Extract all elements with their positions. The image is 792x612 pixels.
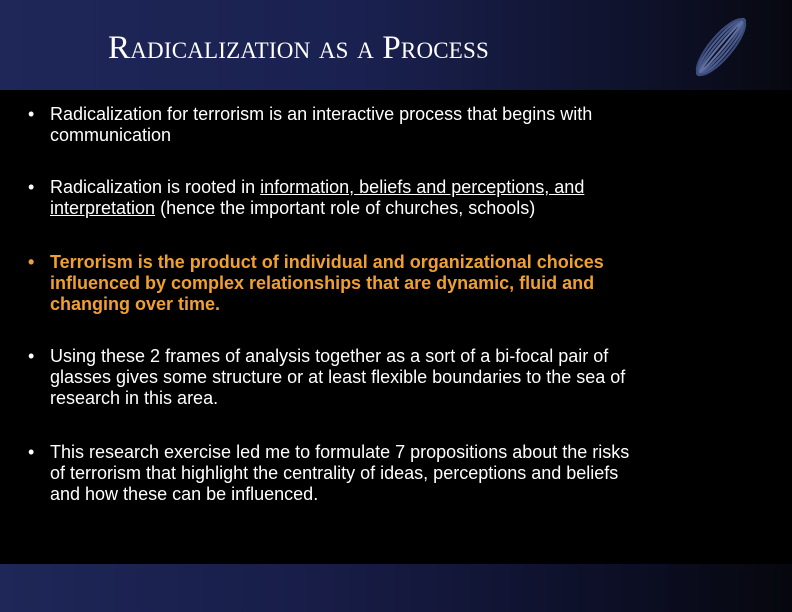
slide-title: Radicalization as a Process — [108, 30, 490, 66]
bullet-line: changing over time. — [50, 294, 221, 314]
bullet-dot: • — [28, 177, 35, 197]
title-band — [0, 0, 792, 90]
bullet-line: glasses gives some structure or at least flexible boundaries to the sea of — [50, 367, 626, 387]
bullet-line: and how these can be influenced. — [50, 484, 319, 504]
bullet-text: Radicalization is rooted in — [50, 177, 261, 197]
bullet-dot: • — [28, 346, 35, 366]
underlined-text: interpretation — [50, 198, 156, 218]
swirl-logo-icon — [686, 12, 756, 82]
bullet-dot: • — [28, 442, 35, 462]
footer-band — [0, 564, 792, 612]
bullet-line: Using these 2 frames of analysis together as a sort of a bi-focal pair of — [50, 346, 609, 366]
bullet-line: Terrorism is the product of individual and organizational choices — [50, 252, 604, 272]
bullet-line: communication — [50, 125, 172, 145]
underlined-text: information, beliefs and perceptions, and — [260, 177, 585, 197]
bullet-text: (hence the important role of churches, schools) — [155, 198, 536, 218]
bullet-line: influenced by complex relationships that are dynamic, fluid and — [50, 273, 595, 293]
bullet-line: This research exercise led me to formulate 7 propositions about the risks — [50, 442, 630, 462]
bullet-line: research in this area. — [50, 388, 219, 408]
bullet-dot: • — [28, 252, 35, 272]
bullet-line: Radicalization for terrorism is an interactive process that begins with — [50, 104, 593, 124]
bullet-dot: • — [28, 104, 35, 124]
bullet-line: of terrorism that highlight the centrality of ideas, perceptions and beliefs — [50, 463, 619, 483]
